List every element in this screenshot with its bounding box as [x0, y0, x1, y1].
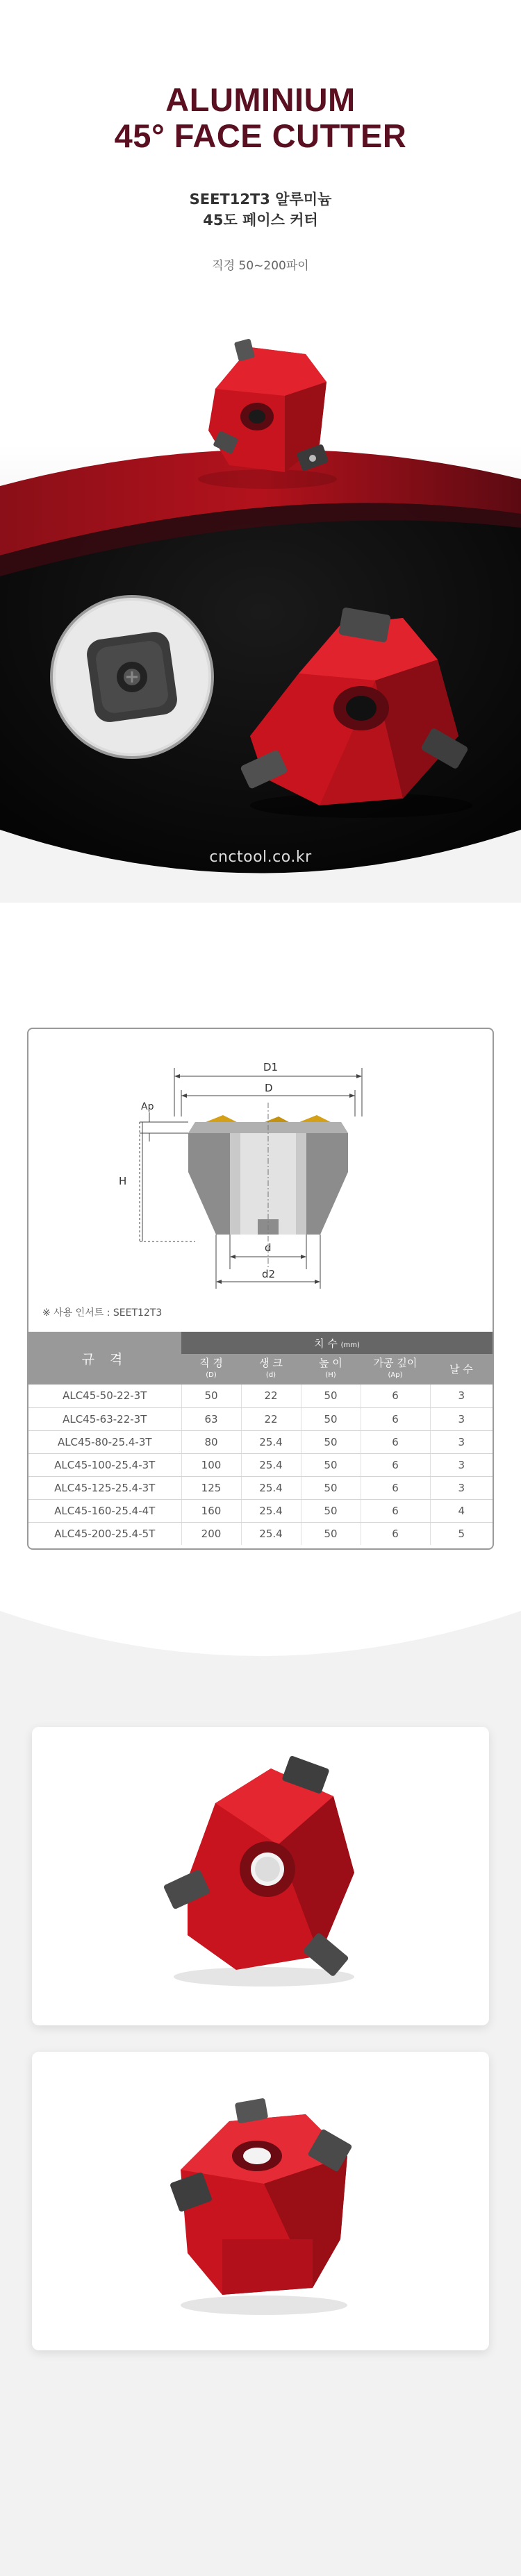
cell-diameter: 160	[181, 1499, 241, 1522]
hero-section	[0, 0, 521, 903]
col-header-shank: 생 크 (d)	[241, 1354, 301, 1385]
cell-teeth: 3	[430, 1430, 493, 1453]
cell-diameter: 63	[181, 1407, 241, 1430]
product-photo-card-1	[32, 1727, 489, 2025]
label-d-small: d	[265, 1241, 272, 1254]
cutter-image-small	[167, 306, 361, 500]
table-row	[28, 1453, 493, 1476]
dim-unit: (mm)	[340, 1341, 360, 1349]
cell-height: 50	[301, 1522, 361, 1545]
cell-teeth: 3	[430, 1453, 493, 1476]
technical-drawing	[119, 1061, 390, 1290]
product-subtitle	[0, 189, 521, 231]
table-row	[28, 1499, 493, 1522]
col-header-depth: 가공 깊이 (Ap)	[361, 1354, 430, 1385]
cell-model: ALC45-50-22-3T	[28, 1385, 181, 1407]
diameter-range: 직경 50~200파이	[212, 259, 309, 273]
table-row	[28, 1407, 493, 1430]
label-h: H	[119, 1175, 127, 1187]
cell-diameter: 50	[181, 1385, 241, 1407]
website-url: cnctool.co.kr	[209, 848, 312, 866]
title-line-1: ALUMINIUM	[165, 81, 356, 118]
cell-depth: 6	[361, 1430, 430, 1453]
cell-model: ALC45-63-22-3T	[28, 1407, 181, 1430]
product-photo-card-2	[32, 2052, 489, 2350]
insert-note: ※ 사용 인서트 : SEET12T3	[42, 1307, 163, 1319]
cell-shank: 22	[241, 1385, 301, 1407]
cell-shank: 25.4	[241, 1476, 301, 1499]
product-title	[0, 82, 521, 154]
cutter-image-large	[222, 597, 486, 826]
cutter-photo-top-view	[146, 1755, 375, 1998]
spec-header-dimensions	[181, 1332, 493, 1354]
cell-diameter: 125	[181, 1476, 241, 1499]
cell-height: 50	[301, 1476, 361, 1499]
cell-model: ALC45-100-25.4-3T	[28, 1453, 181, 1476]
table-row	[28, 1430, 493, 1453]
cell-height: 50	[301, 1499, 361, 1522]
cell-depth: 6	[361, 1499, 430, 1522]
spec-card	[27, 1028, 494, 1550]
cell-depth: 6	[361, 1522, 430, 1545]
cell-diameter: 80	[181, 1430, 241, 1453]
cell-height: 50	[301, 1385, 361, 1407]
cell-model: ALC45-160-25.4-4T	[28, 1499, 181, 1522]
col-header-height: 높 이 (H)	[301, 1354, 361, 1385]
table-row	[28, 1522, 493, 1545]
gallery-curve	[0, 1597, 521, 1680]
label-d: D	[265, 1082, 273, 1094]
col-header-teeth: 날 수	[430, 1354, 493, 1385]
cell-diameter: 200	[181, 1522, 241, 1545]
spec-header-row-1	[28, 1332, 493, 1354]
cell-teeth: 3	[430, 1385, 493, 1407]
label-ap: Ap	[141, 1101, 154, 1112]
cell-teeth: 3	[430, 1407, 493, 1430]
spec-header-model: 규 격	[28, 1332, 181, 1385]
cell-shank: 25.4	[241, 1499, 301, 1522]
cell-teeth: 4	[430, 1499, 493, 1522]
dim-title: 치 수	[314, 1337, 338, 1350]
cell-shank: 25.4	[241, 1522, 301, 1545]
cell-height: 50	[301, 1430, 361, 1453]
subtitle-line-2: 45도 페이스 커터	[203, 212, 318, 228]
cell-teeth: 5	[458, 1527, 465, 1540]
cutter-photo-side-view	[146, 2080, 375, 2323]
cell-shank: 22	[241, 1407, 301, 1430]
table-row	[28, 1476, 493, 1499]
cell-teeth: 3	[430, 1476, 493, 1499]
cell-diameter: 100	[181, 1453, 241, 1476]
label-d1: D1	[263, 1061, 279, 1073]
cell-model: ALC45-80-25.4-3T	[28, 1430, 181, 1453]
cell-model: ALC45-125-25.4-3T	[28, 1476, 181, 1499]
cell-model: ALC45-200-25.4-5T	[28, 1522, 181, 1545]
cell-shank: 25.4	[241, 1453, 301, 1476]
title-line-2: 45° FACE CUTTER	[114, 117, 407, 154]
label-d2: d2	[262, 1268, 276, 1280]
cell-depth: 6	[361, 1385, 430, 1407]
cell-height: 50	[301, 1407, 361, 1430]
cell-height: 50	[301, 1453, 361, 1476]
cell-depth: 6	[361, 1407, 430, 1430]
table-row	[28, 1385, 493, 1407]
insert-closeup-image	[49, 594, 215, 760]
spec-table	[28, 1332, 493, 1545]
cell-shank: 25.4	[241, 1430, 301, 1453]
subtitle-line-1: SEET12T3 알루미늄	[189, 191, 332, 208]
cell-depth: 6	[361, 1476, 430, 1499]
cell-depth: 6	[361, 1453, 430, 1476]
col-header-diameter: 직 경 (D)	[181, 1354, 241, 1385]
